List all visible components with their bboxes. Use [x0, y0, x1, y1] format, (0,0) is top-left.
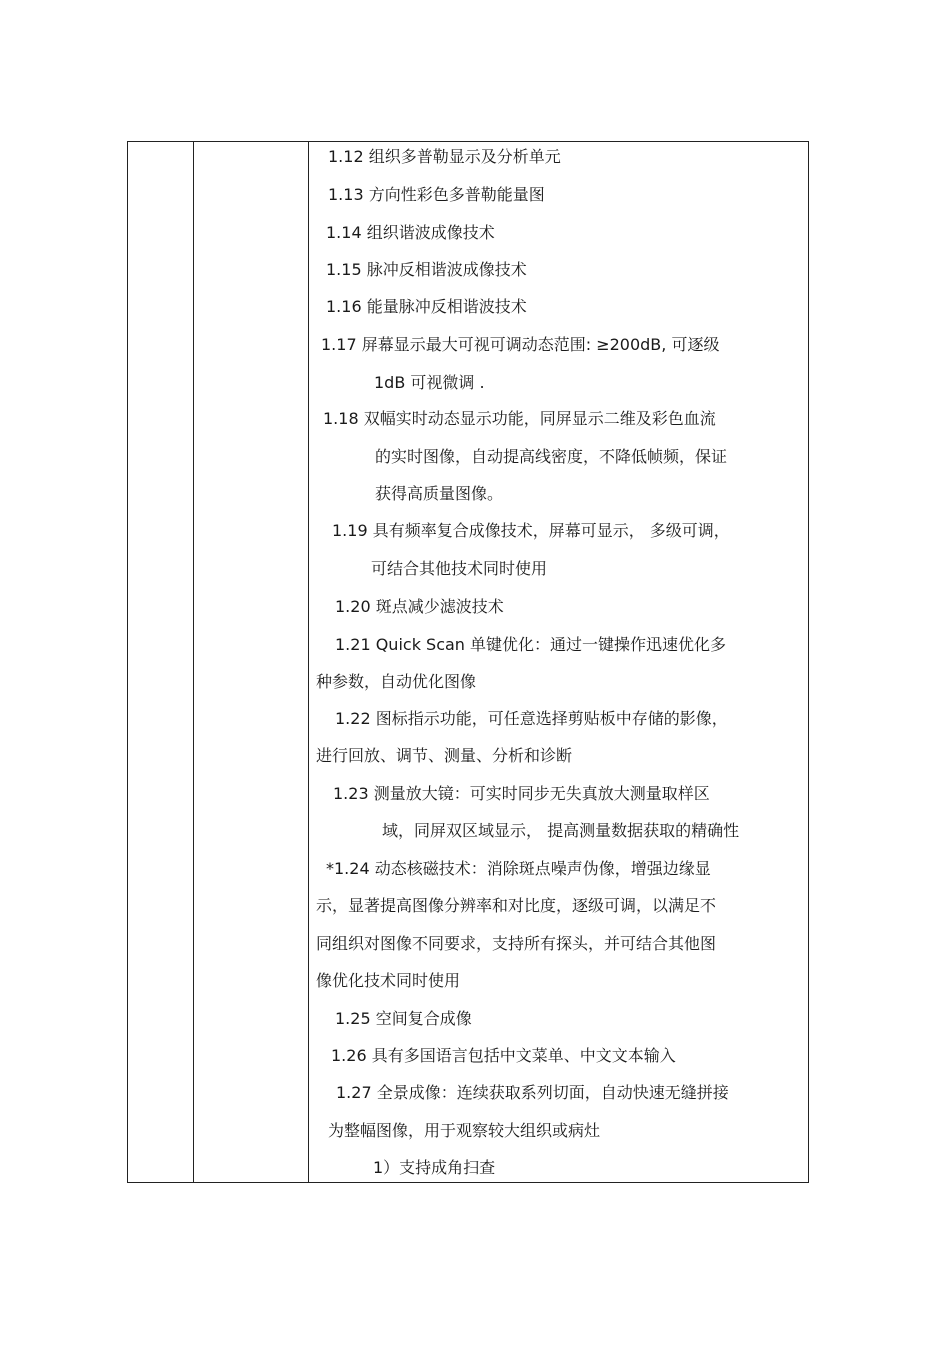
spec-line-1-19: 1.19 具有频率复合成像技术，屏幕可显示， 多级可调， — [332, 521, 730, 540]
spec-line-1-25: 1.25 空间复合成像 — [335, 1009, 472, 1028]
spec-line-1-27-cont: 为整幅图像，用于观察较大组织或病灶 — [328, 1121, 601, 1140]
spec-line-1-24-cont-1: 示，显著提高图像分辨率和对比度，逐级可调，以满足不 — [316, 896, 717, 915]
spec-line-1-17: 1.17 屏幕显示最大可视可调动态范围: ≥200dB, 可逐级 — [321, 335, 720, 354]
column-divider-2 — [308, 142, 309, 1182]
spec-line-1-19-cont: 可结合其他技术同时使用 — [371, 559, 548, 578]
spec-line-1-22: 1.22 图标指示功能，可任意选择剪贴板中存储的影像， — [335, 709, 728, 728]
spec-line-1-21: 1.21 Quick Scan 单键优化：通过一键操作迅速优化多 — [335, 635, 727, 654]
spec-line-1-26: 1.26 具有多国语言包括中文菜单、中文文本输入 — [331, 1046, 676, 1065]
spec-line-1-14: 1.14 组织谐波成像技术 — [326, 223, 495, 242]
spec-line-1-18: 1.18 双幅实时动态显示功能，同屏显示二维及彩色血流 — [323, 409, 716, 428]
spec-line-1-13: 1.13 方向性彩色多普勒能量图 — [328, 185, 545, 204]
spec-line-1-17-cont: 1dB 可视微调 . — [374, 373, 485, 392]
spec-line-1-24: *1.24 动态核磁技术：消除斑点噪声伪像，增强边缘显 — [326, 859, 711, 878]
spec-line-1-23: 1.23 测量放大镜：可实时同步无失真放大测量取样区 — [333, 784, 710, 803]
spec-line-1-24-cont-2: 同组织对图像不同要求，支持所有探头，并可结合其他图 — [316, 934, 717, 953]
spec-line-1-12: 1.12 组织多普勒显示及分析单元 — [328, 147, 561, 166]
column-divider-1 — [193, 142, 194, 1182]
spec-line-1-21-cont: 种参数，自动优化图像 — [316, 672, 477, 691]
spec-line-1-15: 1.15 脉冲反相谐波成像技术 — [326, 260, 527, 279]
spec-line-1-18-cont-1: 的实时图像，自动提高线密度，不降低帧频，保证 — [375, 447, 728, 466]
spec-line-1-27: 1.27 全景成像：连续获取系列切面，自动快速无缝拼接 — [336, 1083, 729, 1102]
spec-line-1-16: 1.16 能量脉冲反相谐波技术 — [326, 297, 527, 316]
spec-line-1-23-cont: 域，同屏双区域显示， 提高测量数据获取的精确性 — [382, 821, 740, 840]
spec-line-1-22-cont: 进行回放、调节、测量、分析和诊断 — [316, 746, 573, 765]
spec-line-1-24-cont-3: 像优化技术同时使用 — [316, 971, 461, 990]
spec-line-1-27-item-1: 1）支持成角扫查 — [373, 1158, 496, 1177]
spec-line-1-20: 1.20 斑点减少滤波技术 — [335, 597, 504, 616]
spec-line-1-18-cont-2: 获得高质量图像。 — [375, 484, 504, 503]
